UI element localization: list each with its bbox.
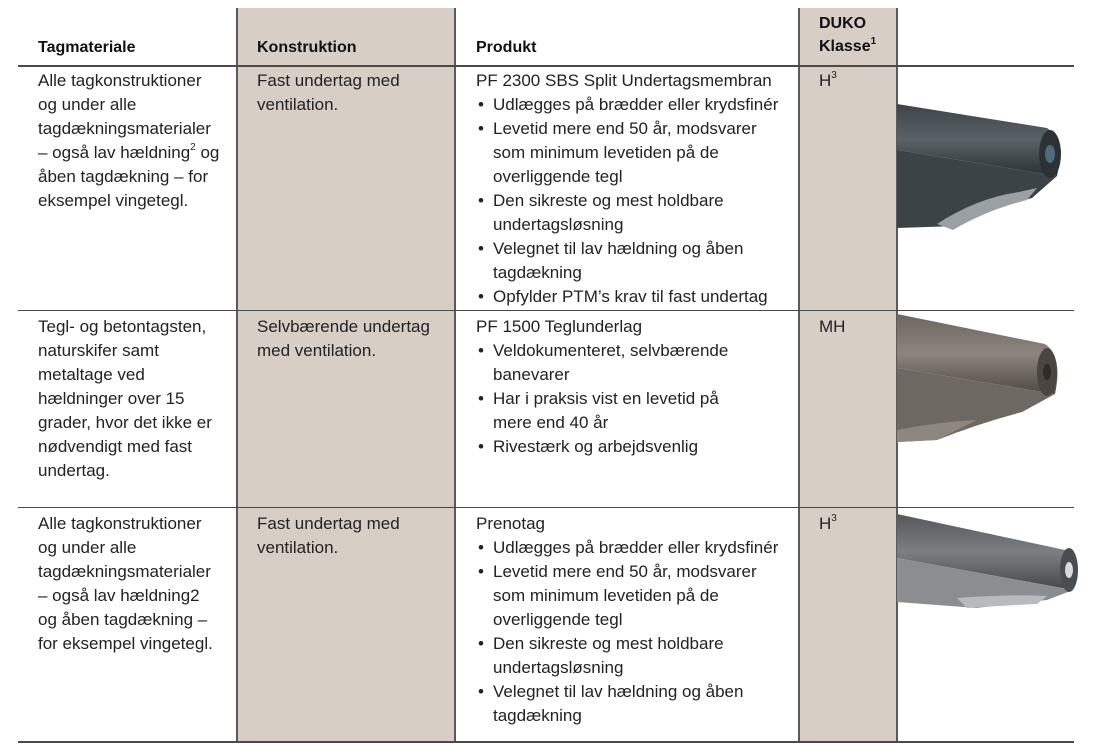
row2-material: Tegl- og betontagsten, naturskifer samt metaltage ved hældninger over 15 grader, hvor det ikke er nødvendigt med fast undertag. xyxy=(38,317,212,480)
list-item: • Udlægges på brædder eller krydsfinér xyxy=(476,93,798,117)
column-divider xyxy=(454,8,456,743)
list-item: • Velegnet til lav hældning og åben tagdækning xyxy=(476,237,798,285)
row1-construction: Fast undertag med ventilation. xyxy=(257,71,400,114)
product-bullets xyxy=(476,339,798,459)
header-konstruktion: Konstruktion xyxy=(257,39,357,56)
product-bullets xyxy=(476,93,798,309)
row1-duko-class: $H^3$ xyxy=(819,70,837,90)
list-item: • Levetid mere end 50 år, modsvarer som minimum levetiden på de overliggende tegl xyxy=(476,117,798,189)
product-name: PF 2300 SBS Split Undertagsmembran xyxy=(476,71,772,90)
list-item: • Veldokumenteret, selvbærende banevarer xyxy=(476,339,798,387)
header-produkt: Produkt xyxy=(476,39,537,56)
row1-material: Alle tagkonstruktioner og under alle tagdækningsmaterialer – også lav hældning$^2$ og åben tagdækning – for eksempel vingetegl. xyxy=(38,71,220,210)
row-divider xyxy=(18,310,1074,311)
row2-product xyxy=(476,315,798,459)
product-name: PF 1500 Teglunderlag xyxy=(476,317,643,336)
list-item: • Den sikreste og mest holdbare undertagsløsning xyxy=(476,632,798,680)
row3-duko-class: $H^3$ xyxy=(819,513,837,533)
header-rule xyxy=(18,65,1074,67)
list-item: • Rivestærk og arbejdsvenlig xyxy=(476,435,798,459)
row3-material: Alle tagkonstruktioner og under alle tagdækningsmaterialer – også lav hældning2 og åben tagdækning – for eksempel vingetegl. xyxy=(38,514,213,653)
duko-column-background xyxy=(799,8,897,743)
product-bullets xyxy=(476,536,798,728)
product-name: Prenotag xyxy=(476,514,545,533)
row-divider xyxy=(18,507,1074,508)
list-item: • Velegnet til lav hældning og åben tagdækning xyxy=(476,680,798,728)
konstruktion-column-background xyxy=(237,8,455,743)
list-item: • Har i praksis vist en levetid på mere end 40 år xyxy=(476,387,798,435)
table-bottom-rule xyxy=(18,741,1074,743)
header-klasse: Klasse$^1$ xyxy=(819,35,877,55)
row3-construction: Fast undertag med ventilation. xyxy=(257,514,400,557)
roofing-roll-dark-grey-icon xyxy=(897,100,1069,232)
row3-product xyxy=(476,512,798,728)
roofing-roll-grey-icon xyxy=(897,512,1083,612)
list-item: • Udlægges på brædder eller krydsfinér xyxy=(476,536,798,560)
header-tagmateriale: Tagmateriale xyxy=(38,39,136,56)
list-item: • Levetid mere end 50 år, modsvarer som minimum levetiden på de overliggende tegl xyxy=(476,560,798,632)
row2-duko-class: MH xyxy=(819,317,846,336)
header-duko: DUKO xyxy=(819,15,867,32)
list-item: • Den sikreste og mest holdbare undertagsløsning xyxy=(476,189,798,237)
list-item: • Opfylder PTM’s krav til fast undertag xyxy=(476,285,798,309)
header-duko-klasse xyxy=(819,12,876,58)
row1-product xyxy=(476,69,798,309)
row2-construction: Selvbærende undertag med ventilation. xyxy=(257,317,430,360)
column-divider xyxy=(798,8,800,743)
column-divider xyxy=(236,8,238,743)
roofing-roll-brown-grey-icon xyxy=(897,312,1065,444)
